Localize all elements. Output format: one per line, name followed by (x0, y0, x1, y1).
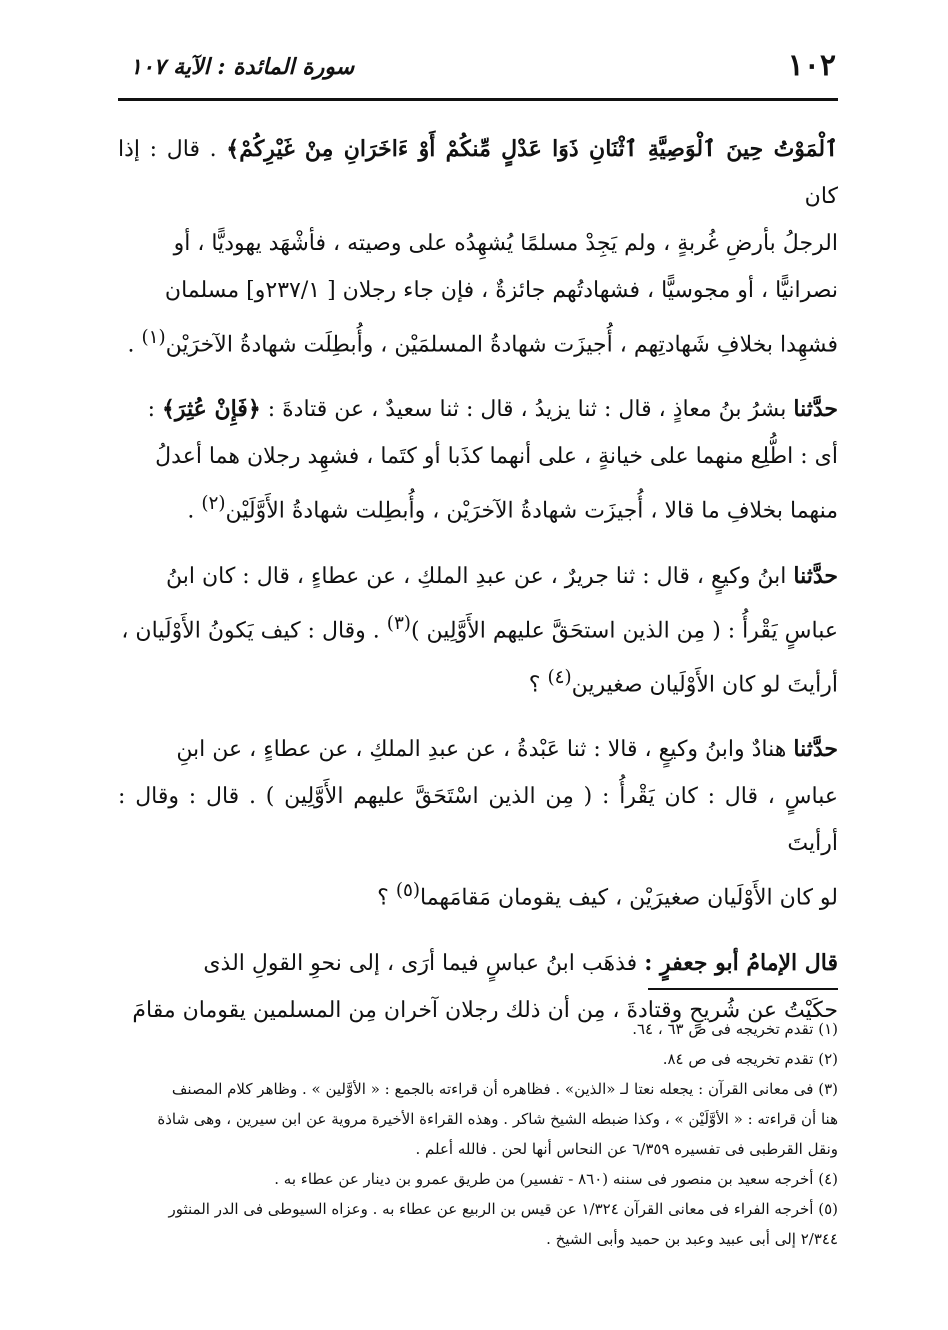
text: . (127, 332, 135, 358)
paragraph-2 (118, 386, 838, 534)
book-page (118, 40, 838, 1310)
footnote-separator (648, 988, 838, 990)
line: أى : اطُّلِع منهما على خيانةٍ ، على أنهما كذَبا أو كتَما ، فشهِد رجلان هما أعدلُ (155, 444, 838, 470)
footnote-marker: (٤) (547, 666, 572, 688)
line: حكَيْتُ عن شُريحٍ وقتادةَ ، مِن أن ذلك رجلان آخران مِن المسلمين يقومان مقامَ (132, 997, 838, 1023)
footnote-1: (١) تقدم تخريجه فى ص ٦٣ ، ٦٤. (632, 1020, 838, 1038)
text: . (187, 498, 195, 524)
line (118, 867, 838, 921)
line (118, 600, 838, 654)
text: ابنُ وكيعٍ ، قال : ثنا جريرٌ ، عن عبدِ الملكِ ، عن عطاءٍ ، قال : كان ابنُ (166, 563, 787, 589)
paragraph-4 (118, 726, 838, 921)
footnote-marker: (٣) (386, 612, 411, 634)
line (118, 726, 838, 773)
page-number: ١٠٢ (787, 48, 836, 83)
line (118, 654, 838, 708)
footnote-5-cont: ٢/٣٤٤ إلى أبى عبيد وعبد بن حميد وأبى الشيخ . (546, 1230, 838, 1248)
header-title: سورة المائدة : الآية ١٠٧ (130, 54, 355, 80)
text: عباسٍ يَقْرأُ : ( مِن الذين استحَقَّ عليهم الأَوَّلِين ) (410, 617, 838, 643)
text: لو كان الأَوْلَيان صغيرَيْن ، كيف يقومان مَقامَهما (420, 885, 838, 911)
quran-verse: ٱلْمَوْتُ حِينَ ٱلْوَصِيَّةِ ٱثْنَانِ ذَوَا عَدْلٍ مِّنكُمْ أَوْ ءَاخَرَانِ مِنْ غَيْرِكُمْ﴾ (226, 136, 838, 162)
author-lead: قال الإمامُ أبو جعفرٍ : (644, 949, 838, 976)
text: منهما بخلافِ ما قالا ، أُجيزَت شهادةُ الآخرَيْن ، وأُبطِلت شهادةُ الأَوَّلَيْن (225, 498, 838, 524)
text: فشهِدا بخلافِ شَهادتِهم ، أُجيزَت شهادةُ المسلمَيْن ، وأُبطِلَت شهادةُ الآخرَيْن (165, 332, 838, 358)
line (118, 314, 838, 368)
header-rule (118, 98, 838, 101)
paragraph-3 (118, 553, 838, 709)
footnote-3-cont: هنا أن قراءته : « الأوَّلَيْن » ، وكذا ضبطه الشيخ شاكر . وهذه القراءة الأخيرة مروية عن ابن سيرين ، وهى شاذة (157, 1110, 838, 1128)
text: بشرُ بنُ معاذٍ ، قال : ثنا يزيدُ ، قال : ثنا سعيدٌ ، عن قتادةَ : (267, 397, 787, 423)
footnote-2: (٢) تقدم تخريجه فى ص ٨٤. (662, 1050, 838, 1068)
footnote-5: (٥) أخرجه الفراء فى معانى القرآن ١/٣٢٤ عن قيس بن الربيع عن عطاء به . وعزاه السيوطى فى الدر المنثور (168, 1200, 838, 1218)
text: . قال : إذا كان (118, 137, 838, 209)
hadith-lead: حدَّثنا (793, 736, 838, 763)
text: ؟ (528, 672, 541, 698)
text: فذهَب ابنُ عباسٍ فيما أرَى ، إلى نحوِ القولِ الذى (203, 950, 638, 976)
footnote-marker: (١) (141, 327, 166, 348)
footnotes (118, 1014, 838, 1254)
running-header (118, 40, 838, 96)
text: . وقال : كيف يَكونُ الأَوْلَيان ، (121, 617, 380, 643)
hadith-lead: حدَّثنا (793, 562, 838, 589)
text: هنادٌ وابنُ وكيعٍ ، قالا : ثنا عَبْدةُ ، عن عبدِ الملكِ ، عن عطاءٍ ، عن ابنِ (176, 737, 787, 763)
paragraph-1 (118, 126, 838, 368)
line: الرجلُ بأرضِ غُربةٍ ، ولم يَجِدْ مسلمًا يُشهِدُه على وصيته ، فأشْهَد يهوديًّا ، أو (173, 231, 838, 256)
footnote-3-cont: ونقل القرطبى فى تفسيره ٦/٣٥٩ عن النحاس أنها لحن . فالله أعلم . (415, 1140, 838, 1158)
footnote-marker: (٥) (395, 880, 420, 902)
text: ؟ (377, 885, 389, 911)
footnote-4: (٤) أخرجه سعيد بن منصور فى سننه (٨٦٠ - تفسير) من طريق عمرو بن دينار عن عطاء به . (274, 1170, 838, 1188)
quran-verse: ﴿فَإِنْ عُثِرَ﴾ (161, 396, 261, 423)
line: نصرانيًّا ، أو مجوسيًّا ، فشهادتُهم جائزةٌ ، فإن جاء رجلان [ ٢٣٧/١و] مسلمان (164, 278, 838, 303)
line (118, 940, 838, 987)
line (118, 480, 838, 534)
line: عباسٍ ، قال : كان يَقْرأُ : ( مِن الذين اسْتَحَقَّ عليهم الأَوَّلِين ) . قال : وقال : أرأيتَ (118, 784, 838, 857)
hadith-lead: حدَّثنا (793, 396, 838, 423)
line (118, 553, 838, 600)
body-text (118, 126, 838, 1052)
text: أرأيتَ لو كان الأَوْلَيان صغيرين (571, 672, 838, 698)
footnote-3: (٣) فى معانى القرآن : يجعله نعتا لـ «الذين» . فظاهره أن قراءته بالجمع : « الأوَّلين » . وظاهر كلام المصنف (171, 1080, 838, 1098)
line (118, 126, 838, 220)
footnote-marker: (٢) (201, 493, 226, 515)
text: : (147, 397, 155, 423)
line (118, 386, 838, 433)
